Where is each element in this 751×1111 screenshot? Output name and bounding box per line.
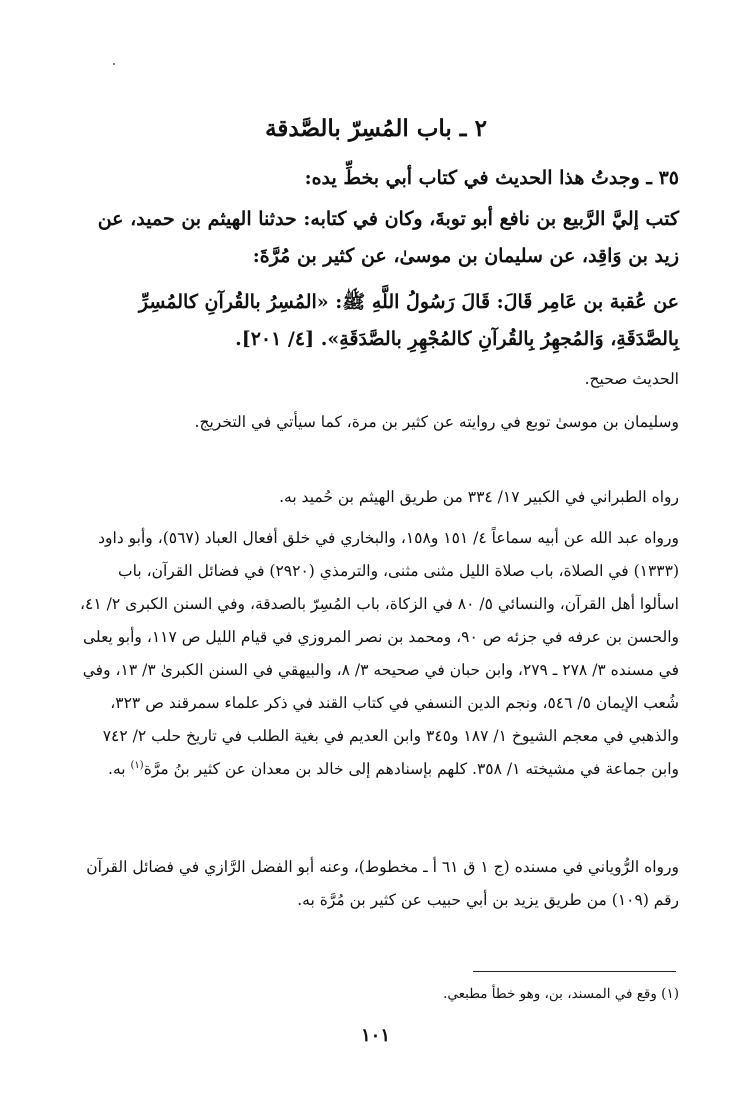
hadith-matn: عن عُقبة بن عَامِر قَالَ: قَالَ رَسُولُ اللَّهِ ﷺ: «المُسِرُ بالقُرآنِ كالمُسِرِّ بِالصَّدَقَةِ، وَالمُجهِرُ بِالقُرآنِ كالمُجْهِرِ بالصَّدَقَةِ». [٤/ ٢٠١]. (138, 291, 679, 350)
commentary-abdullah-end: به. (108, 760, 131, 778)
hadith-isnad: كتب إليَّ الرَّبيع بن نافع أبو توبةَ، وكان في كتابه: حدثنا الهيثم بن حميد، عن زيد بن وَاقِد، عن سليمان بن موسىٰ، عن كثير بن مُرَّةَ: (97, 208, 679, 267)
chapter-title: ٢ ـ باب المُسِرّ بالصَّدقة (265, 115, 487, 142)
commentary-ruyani: ورواه الرُّوياني في مسنده (ج ١ ق ٦١ أ ـ مخطوط)، وعنه أبو الفضل الرَّازي في فضائل القرآن رقم (١٠٩) من طريق يزيد بن أبي حبيب عن كثير بن مُرَّة به. (86, 858, 679, 909)
hadith-intro: ٣٥ ـ وجدتُ هذا الحديث في كتاب أبي بخطِّ يده: (304, 167, 679, 189)
footnote: (١) وقع في المسند، بن، وهو خطأ مطبعي. (443, 986, 679, 1002)
commentary-tabarani: رواه الطبراني في الكبير ١٧/ ٣٣٤ من طريق الهيثم بن حُميد به. (279, 488, 679, 506)
page-number: ١٠١ (360, 1025, 390, 1046)
commentary-sulayman: وسليمان بن موسىٰ توبع في روايته عن كثير بن مرة، كما سيأتي في التخريج. (194, 413, 679, 431)
hadith-grade: الحديث صحيح. (584, 370, 679, 388)
commentary-abdullah (75, 522, 679, 786)
print-speck (113, 63, 115, 65)
footnote-divider (473, 971, 676, 972)
commentary-abdullah-text: ورواه عبد الله عن أبيه سماعاً ٤/ ١٥١ و١٥٨، والبخاري في خلق أفعال العباد (٥٦٧)، وأبو داود (١٣٣٣) في الصلاة، باب صلاة الليل مثنى مثنى، والترمذي (٢٩٢٠) في فضائل القرآن، باب اسألوا أهل القرآن، والنسائي ٥/ ٨٠ في الزكاة، باب المُسِرّ بالصدقة، وفي السنن الكبرى ٢/ ٤١، والحسن بن عرفه في جزئه ص ٩٠، ومحمد بن نصر المروزي في قيام الليل ص ١١٧، وأبو يعلى في مسنده ٣/ ٢٧٨ ـ ٢٧٩، وابن حبان في صحيحه ٣/ ٨، والبيهقي في السنن الكبرىٰ ٣/ ١٣، وفي شُعب الإيمان ٥/ ٥٤٦، ونجم الدين النسفي في كتاب القند في ذكر علماء سمرقند ص ٣٢٣، والذهبي في معجم الشيوخ ١/ ١٨٧ و٣٤٥ وابن العديم في بغية الطلب في تاريخ حلب ٢/ ٧٤٢ وابن جماعة في مشيخته ١/ ٣٥٨. كلهم بإسنادهم إلى خالد بن معدان عن كثير بنُ مرَّة (79, 529, 679, 778)
footnote-marker: (١) (130, 759, 144, 771)
